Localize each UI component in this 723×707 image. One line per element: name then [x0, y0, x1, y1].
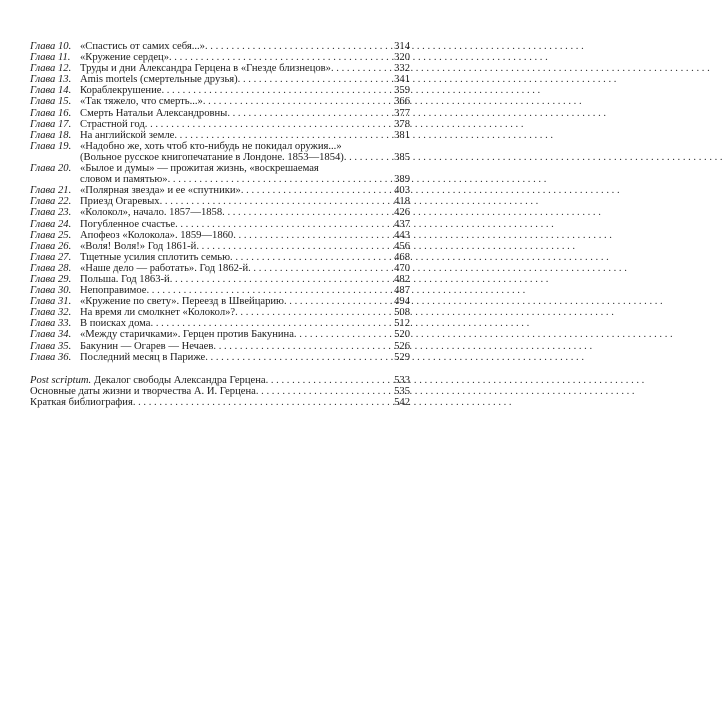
- entry-page-number: 437: [394, 218, 410, 230]
- entry-label: Глава 34.: [30, 329, 72, 341]
- entry-body: [80, 119, 376, 130]
- entry-page-number: 494: [394, 296, 410, 308]
- toc-entry-continuation: [30, 152, 410, 163]
- leader-dots: [230, 252, 376, 263]
- entry-title: Приезд Огаревых: [80, 196, 160, 208]
- entry-body: [80, 108, 376, 119]
- entry-title: «Кружение сердец»: [80, 52, 169, 64]
- entry-label: Глава 22.: [30, 196, 72, 208]
- toc-entry: [30, 307, 410, 318]
- leader-dots: [175, 219, 376, 230]
- entry-title: «Так тяжело, что смерть...»: [80, 96, 203, 108]
- entry-body: [80, 341, 376, 352]
- entry-label: Глава 31.: [30, 296, 72, 308]
- leader-dots: [196, 241, 376, 252]
- entry-label: Глава 33.: [30, 318, 72, 330]
- entry-title: Страстной год: [80, 118, 145, 130]
- entry-body: [80, 152, 376, 163]
- appendix-entry: [30, 386, 410, 397]
- entry-body: [80, 329, 376, 340]
- section-gap: [30, 363, 410, 375]
- entry-page-number: 359: [394, 85, 410, 97]
- leader-dots: [147, 285, 377, 296]
- appendix-entry: [30, 375, 410, 386]
- leader-dots: [238, 74, 376, 85]
- entry-label: Глава 35.: [30, 340, 72, 352]
- entry-label: Глава 28.: [30, 262, 72, 274]
- entry-label: Глава 12.: [30, 63, 72, 75]
- entry-page-number: 533: [394, 374, 410, 386]
- entry-title-line: [30, 397, 133, 408]
- leader-dots: [227, 108, 376, 119]
- entry-title: «Былое и думы» — прожитая жизнь, «воскрешаемая: [80, 163, 319, 175]
- entry-page-number: 443: [394, 229, 410, 241]
- leader-dots: [233, 230, 376, 241]
- chapter-list: [30, 41, 410, 363]
- entry-body: [80, 207, 376, 218]
- entry-label: Глава 15.: [30, 96, 72, 108]
- entry-label: Глава 16.: [30, 107, 72, 119]
- entry-body: [80, 307, 376, 318]
- entry-page-number: 426: [394, 207, 410, 219]
- entry-body: [80, 252, 376, 263]
- entry-page-number: 470: [394, 262, 410, 274]
- leader-dots: [205, 41, 376, 52]
- toc-entry: [30, 85, 410, 96]
- entry-page-number: 512: [394, 318, 410, 330]
- entry-body: [30, 397, 376, 408]
- entry-title: Последний месяц в Париже: [80, 351, 206, 363]
- toc-entry: [30, 130, 410, 141]
- toc-entry: [30, 341, 410, 352]
- entry-label: Глава 32.: [30, 307, 72, 319]
- entry-page-number: 378: [394, 118, 410, 130]
- toc-entry: [30, 296, 410, 307]
- entry-body: [30, 386, 376, 397]
- entry-body: [30, 375, 376, 386]
- entry-page-number: 456: [394, 240, 410, 252]
- entry-title-line: [30, 386, 256, 397]
- entry-label: Глава 19.: [30, 140, 72, 152]
- entry-label: Глава 18.: [30, 129, 72, 141]
- entry-title: Декалог свободы Александра Герцена: [93, 374, 266, 386]
- entry-title-continuation: словом и памятью»: [80, 174, 168, 186]
- entry-body: [80, 263, 376, 274]
- toc-entry: [30, 74, 410, 85]
- toc-entry: [30, 41, 410, 52]
- entry-title: «Наше дело — работать». Год 1862-й: [80, 262, 249, 274]
- entry-body: [80, 41, 376, 52]
- entry-page-number: 403: [394, 185, 410, 197]
- entry-page-number: 381: [394, 129, 410, 141]
- entry-page-number: 542: [394, 396, 410, 408]
- leader-dots: [174, 130, 376, 141]
- toc-entry: [30, 119, 410, 130]
- entry-label: Глава 13.: [30, 74, 72, 86]
- leader-dots: [266, 375, 376, 386]
- entry-body: [80, 296, 376, 307]
- entry-label: Глава 20.: [30, 163, 72, 175]
- entry-label: Глава 36.: [30, 351, 72, 363]
- entry-label: Глава 30.: [30, 285, 72, 297]
- leader-dots: [205, 352, 376, 363]
- entry-title: «Спастись от самих себя...»: [80, 41, 205, 52]
- entry-title: Смерть Натальи Александровны: [80, 107, 228, 119]
- toc-entry: [30, 108, 410, 119]
- entry-body: [80, 185, 376, 196]
- entry-page-number: 320: [394, 52, 410, 64]
- leader-dots: [241, 185, 376, 196]
- toc-entry: [30, 230, 410, 241]
- entry-page-number: 385: [394, 151, 410, 163]
- entry-body: [80, 96, 376, 107]
- entry-title: Основные даты жизни и творчества А. И. Герцена: [30, 385, 256, 397]
- leader-dots: [151, 318, 376, 329]
- entry-body: [80, 141, 376, 152]
- entry-page-number: 520: [394, 329, 410, 341]
- entry-page-number: 377: [394, 107, 410, 119]
- entry-body: [80, 241, 376, 252]
- entry-body: [80, 219, 376, 230]
- entry-title: Польша. Год 1863-й: [80, 273, 170, 285]
- entry-title: «Воля! Воля!» Год 1861-й: [80, 240, 197, 252]
- entry-body: [80, 196, 376, 207]
- leader-dots: [170, 274, 376, 285]
- entry-title: «Кружение по свету». Переезд в Швейцарию: [80, 296, 284, 308]
- entry-title: Погубленное счастье: [80, 218, 176, 230]
- entry-title-line: [30, 375, 266, 386]
- leader-dots: [235, 307, 376, 318]
- entry-title: Краткая библиография: [30, 396, 133, 408]
- leader-dots: [331, 63, 376, 74]
- entry-label: Глава 11.: [30, 52, 71, 64]
- toc-entry: [30, 96, 410, 107]
- leader-dots: [161, 85, 376, 96]
- entry-page-number: 487: [394, 285, 410, 297]
- entry-title: «Полярная звезда» и ее «спутники»: [80, 185, 241, 197]
- entry-page-number: 468: [394, 251, 410, 263]
- leader-dots: [222, 207, 376, 218]
- toc-entry: [30, 163, 410, 174]
- entry-page-number: 332: [394, 63, 410, 75]
- entry-body: [80, 352, 376, 363]
- toc-entry: [30, 241, 410, 252]
- entry-body: [80, 130, 376, 141]
- leader-dots: [294, 329, 376, 340]
- entry-body: [80, 174, 376, 185]
- entry-title: Тщетные усилия сплотить семью: [80, 251, 231, 263]
- entry-label: Глава 26.: [30, 240, 72, 252]
- entry-label: Глава 23.: [30, 207, 72, 219]
- toc-entry-continuation: [30, 174, 410, 185]
- entry-title: «Надобно же, хоть чтоб кто-нибудь не покидал оружия...»: [80, 140, 342, 152]
- leader-dots: [203, 96, 376, 107]
- toc-entry: [30, 141, 410, 152]
- entry-page-number: 535: [394, 385, 410, 397]
- toc-entry: [30, 329, 410, 340]
- entry-label: Глава 29.: [30, 273, 72, 285]
- entry-title: На английской земле: [80, 129, 175, 141]
- entry-body: [80, 274, 376, 285]
- entry-body: [80, 230, 376, 241]
- leader-dots: [344, 152, 376, 163]
- entry-label: Глава 27.: [30, 251, 72, 263]
- toc-entry: [30, 219, 410, 230]
- toc-entry: [30, 263, 410, 274]
- entry-page-number: 389: [394, 174, 410, 186]
- entry-body: [80, 163, 376, 174]
- entry-page-number: 526: [394, 340, 410, 352]
- entry-title: В поисках дома: [80, 318, 151, 330]
- entry-page-number: 482: [394, 273, 410, 285]
- entry-title: «Между старичками». Герцен против Бакунина: [80, 329, 294, 341]
- entry-label: Глава 17.: [30, 118, 72, 130]
- entry-label: Глава 24.: [30, 218, 72, 230]
- leader-dots: [160, 196, 376, 207]
- entry-body: [80, 52, 376, 63]
- leader-dots: [145, 119, 376, 130]
- entry-title: Труды и дни Александра Герцена в «Гнезде близнецов»: [80, 63, 331, 75]
- entry-page-number: 529: [394, 351, 410, 363]
- entry-title-continuation: (Вольное русское книгопечатание в Лондоне. 1853—1854): [80, 151, 344, 163]
- entry-title: На время ли смолкнет «Колокол»?: [80, 307, 236, 319]
- leader-dots: [213, 341, 376, 352]
- entry-label: Глава 21.: [30, 185, 72, 197]
- entry-title: Кораблекрушение: [80, 85, 162, 97]
- entry-page-number: 366: [394, 96, 410, 108]
- entry-label: Глава 14.: [30, 85, 72, 97]
- entry-title: Апофеоз «Колокола». 1859—1860: [80, 229, 234, 241]
- entry-page-number: 418: [394, 196, 410, 208]
- toc-entry: [30, 274, 410, 285]
- entry-body: [80, 318, 376, 329]
- toc-entry: [30, 207, 410, 218]
- toc-entry: [30, 52, 410, 63]
- entry-page-number: 341: [394, 74, 410, 86]
- appendix-list: [30, 375, 410, 408]
- entry-body: [80, 74, 376, 85]
- leader-dots: [133, 397, 376, 408]
- entry-page-number: 314: [394, 41, 410, 52]
- leader-dots: [168, 174, 376, 185]
- entry-label: Глава 25.: [30, 229, 72, 241]
- leader-dots: [284, 296, 376, 307]
- entry-body: [80, 63, 376, 74]
- toc-entry: [30, 63, 410, 74]
- entry-page-number: 508: [394, 307, 410, 319]
- entry-label: Глава 10.: [30, 41, 72, 52]
- toc-entry: [30, 318, 410, 329]
- entry-body: [80, 285, 376, 296]
- toc-entry: [30, 196, 410, 207]
- table-of-contents: [30, 41, 410, 408]
- entry-title: Amis mortels (смертельные друзья): [80, 74, 238, 86]
- toc-entry: [30, 185, 410, 196]
- toc-entry: [30, 352, 410, 363]
- entry-title: Бакунин — Огарев — Нечаев: [80, 340, 214, 352]
- leader-dots: [256, 386, 376, 397]
- entry-title: Непоправимое: [80, 285, 147, 297]
- toc-entry: [30, 252, 410, 263]
- entry-body: [80, 85, 376, 96]
- entry-title: «Колокол», начало. 1857—1858: [80, 207, 223, 219]
- entry-label: Post scriptum.: [30, 374, 92, 386]
- leader-dots: [248, 263, 376, 274]
- leader-dots: [169, 52, 376, 63]
- appendix-entry: [30, 397, 410, 408]
- toc-entry: [30, 285, 410, 296]
